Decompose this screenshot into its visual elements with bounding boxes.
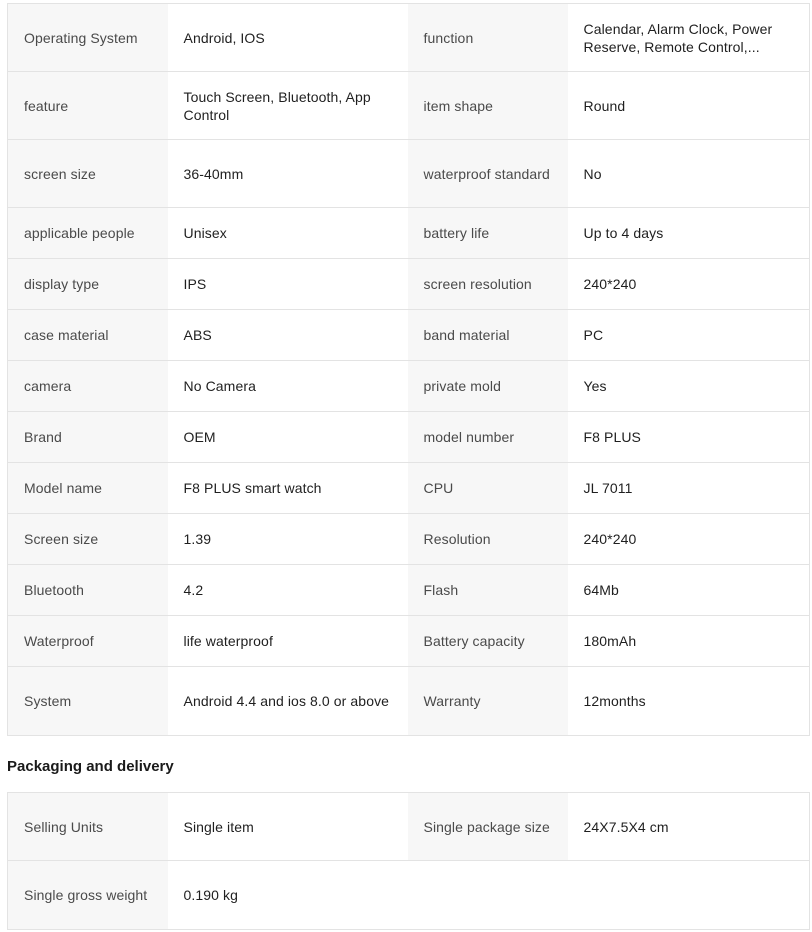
attribute-key: Single gross weight bbox=[8, 861, 168, 930]
attribute-key: Model name bbox=[8, 463, 168, 514]
attribute-key: Flash bbox=[408, 565, 568, 616]
attribute-key: model number bbox=[408, 412, 568, 463]
attributes-table bbox=[7, 3, 810, 736]
attribute-value: 0.190 kg bbox=[168, 861, 408, 930]
table-row bbox=[8, 208, 810, 259]
table-row bbox=[8, 463, 810, 514]
attribute-key: CPU bbox=[408, 463, 568, 514]
attribute-key: function bbox=[408, 4, 568, 72]
table-row bbox=[8, 565, 810, 616]
attribute-key: display type bbox=[8, 259, 168, 310]
table-row bbox=[8, 667, 810, 736]
attribute-value: Single item bbox=[168, 793, 408, 861]
attribute-value: PC bbox=[568, 310, 810, 361]
table-row bbox=[8, 4, 810, 72]
attribute-value: F8 PLUS bbox=[568, 412, 810, 463]
attribute-key: feature bbox=[8, 72, 168, 140]
table-row bbox=[8, 310, 810, 361]
attribute-key: item shape bbox=[408, 72, 568, 140]
table-row bbox=[8, 412, 810, 463]
attribute-key: battery life bbox=[408, 208, 568, 259]
table-row bbox=[8, 140, 810, 208]
attribute-value: No bbox=[568, 140, 810, 208]
attribute-key: Operating System bbox=[8, 4, 168, 72]
attribute-value: Touch Screen, Bluetooth, App Control bbox=[168, 72, 408, 140]
table-row bbox=[8, 72, 810, 140]
attribute-value: F8 PLUS smart watch bbox=[168, 463, 408, 514]
attribute-key: private mold bbox=[408, 361, 568, 412]
attribute-value: 24X7.5X4 cm bbox=[568, 793, 810, 861]
attribute-key: Brand bbox=[8, 412, 168, 463]
packaging-table bbox=[7, 792, 810, 930]
attribute-key: screen size bbox=[8, 140, 168, 208]
attribute-key: Warranty bbox=[408, 667, 568, 736]
attribute-key: Resolution bbox=[408, 514, 568, 565]
attribute-value: Android, IOS bbox=[168, 4, 408, 72]
attribute-value: No Camera bbox=[168, 361, 408, 412]
attribute-value: ABS bbox=[168, 310, 408, 361]
empty-cell bbox=[408, 861, 568, 930]
attribute-value: 36-40mm bbox=[168, 140, 408, 208]
attribute-value: 12months bbox=[568, 667, 810, 736]
table-row bbox=[8, 861, 810, 930]
table-row bbox=[8, 361, 810, 412]
table-row bbox=[8, 616, 810, 667]
attribute-key: Single package size bbox=[408, 793, 568, 861]
attribute-value: JL 7011 bbox=[568, 463, 810, 514]
attribute-key: System bbox=[8, 667, 168, 736]
attribute-value: life waterproof bbox=[168, 616, 408, 667]
attribute-key: camera bbox=[8, 361, 168, 412]
table-row bbox=[8, 259, 810, 310]
attribute-value: 1.39 bbox=[168, 514, 408, 565]
attribute-key: screen resolution bbox=[408, 259, 568, 310]
attribute-key: Bluetooth bbox=[8, 565, 168, 616]
attribute-value: 64Mb bbox=[568, 565, 810, 616]
attribute-key: Screen size bbox=[8, 514, 168, 565]
section-title: Packaging and delivery bbox=[7, 758, 174, 775]
attribute-value: OEM bbox=[168, 412, 408, 463]
attribute-value: Android 4.4 and ios 8.0 or above bbox=[168, 667, 408, 736]
attribute-value: 240*240 bbox=[568, 514, 810, 565]
attribute-key: Battery capacity bbox=[408, 616, 568, 667]
attribute-key: applicable people bbox=[8, 208, 168, 259]
attribute-key: Selling Units bbox=[8, 793, 168, 861]
attribute-value: Unisex bbox=[168, 208, 408, 259]
empty-cell bbox=[568, 861, 810, 930]
attribute-key: Waterproof bbox=[8, 616, 168, 667]
attribute-value: 240*240 bbox=[568, 259, 810, 310]
attribute-value: 4.2 bbox=[168, 565, 408, 616]
table-row bbox=[8, 793, 810, 861]
attribute-key: band material bbox=[408, 310, 568, 361]
attribute-value: Calendar, Alarm Clock, Power Reserve, Remote Control,... bbox=[568, 4, 810, 72]
attribute-value: IPS bbox=[168, 259, 408, 310]
attribute-value: Up to 4 days bbox=[568, 208, 810, 259]
attribute-key: waterproof standard bbox=[408, 140, 568, 208]
attribute-value: 180mAh bbox=[568, 616, 810, 667]
attribute-key: case material bbox=[8, 310, 168, 361]
attribute-value: Yes bbox=[568, 361, 810, 412]
table-row bbox=[8, 514, 810, 565]
attribute-value: Round bbox=[568, 72, 810, 140]
